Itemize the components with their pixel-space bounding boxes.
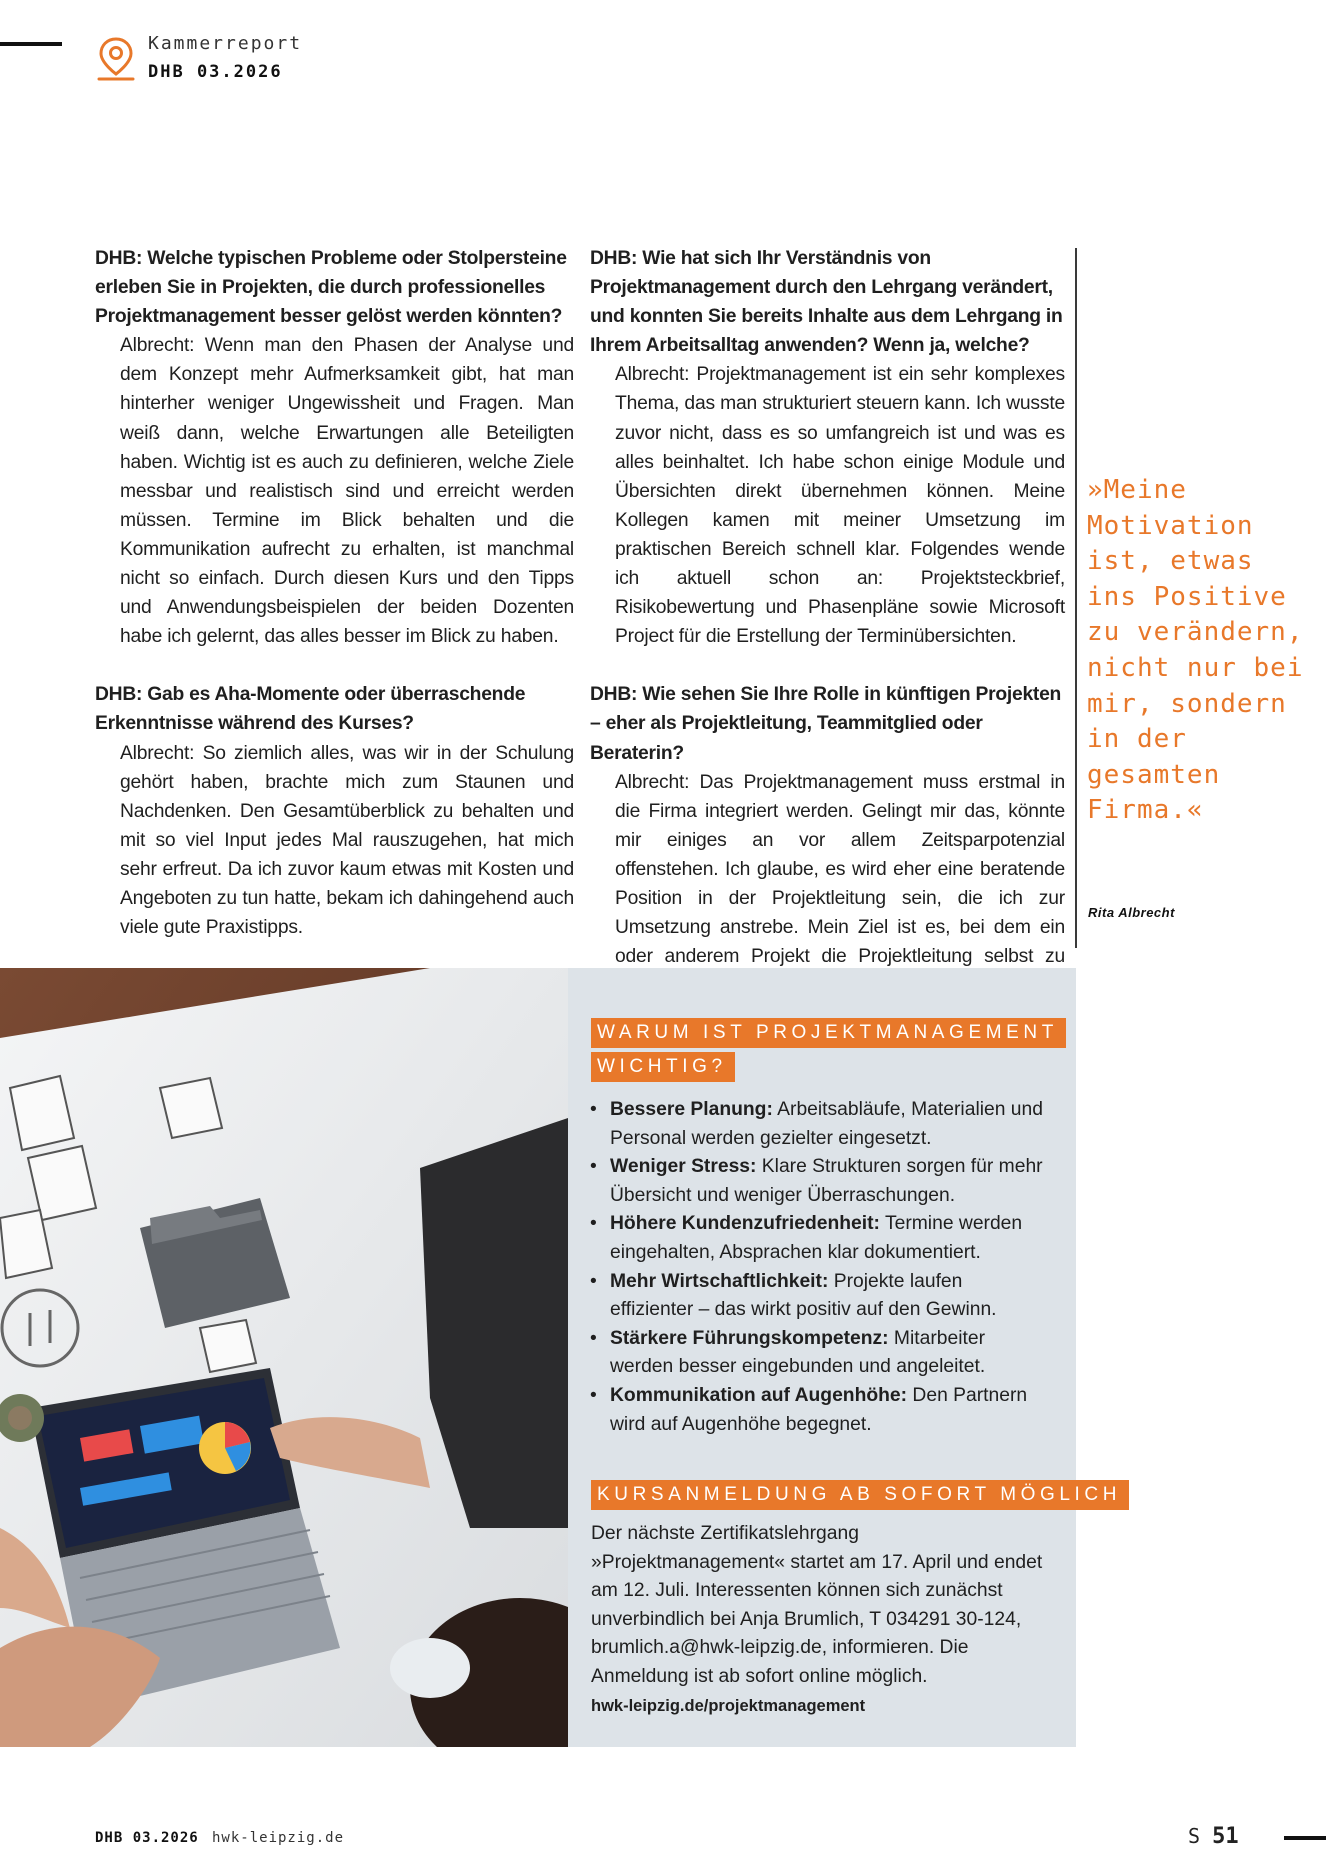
page-prefix: S [1188,1824,1201,1848]
list-item-term: Weniger Stress: [610,1156,757,1178]
list-item-term: Kommunikation auf Augenhöhe: [610,1384,908,1406]
footer-rule [1284,1836,1326,1840]
list-item-term: Mehr Wirtschaftlichkeit: [610,1270,829,1292]
pull-quote: »Meine Motivation ist, etwas ins Positive zu verändern, nicht nur bei mir, sondern in der gesamten Firma.« [1087,475,1304,826]
list-item-text: Den Partnern wird auf Augenhöhe begegnet. [610,1384,1028,1435]
registration-block [591,1520,1051,1720]
pull-quote-author: Rita Albrecht [1088,905,1175,920]
location-pin-icon [96,36,136,82]
page-number [1188,1824,1239,1849]
registration-heading: KURSANMELDUNG AB SOFORT MÖGLICH [591,1480,1129,1510]
interview-answer: Albrecht: Wenn man den Phasen der Analyse und dem Konzept mehr Aufmerksamkeit gibt, hat man hinterher weniger Ungewissheit und Fragen. Man weiß dann, welche Erwartungen alle Beteiligten haben. Wichtig ist es auch zu definieren, welche Ziele messbar und realistisch sind und erreicht werden müssen. Termine im Blick behalten und die Kommunikation aufrecht zu erhalten, ist manchmal nicht so einfach. Durch diesen Kurs und den Tipps und Anwendungsbeispielen der beiden Dozenten habe ich gelernt, das alles besser im Blick zu haben. [120,335,574,648]
interview-question: DHB: Wie hat sich Ihr Verständnis von Projektmanagement durch den Lehrgang verändert, und konnten Sie bereits Inhalte aus dem Lehrgang in Ihrem Arbeitsalltag anwenden? Wenn ja, welche? [590,248,1063,357]
header-rule [0,42,62,46]
benefits-list [590,1096,1050,1439]
list-item [590,1268,1050,1325]
photo-laptop-planning [0,968,568,1747]
list-item [590,1210,1050,1267]
column-right [590,244,1065,1000]
list-item-term: Bessere Planung: [610,1099,773,1120]
section-title: Kammerreport [148,33,303,54]
interview-answer: Albrecht: Das Projektmanagement muss erstmal in die Firma integriert werden. Gelingt mir das, könnte mir einiges an vor allem Zeitsparpotenzial offenstehen. Ich glaube, es wird eher eine beratende Position in der Projektleitung sein, die ich zur Umsetzung anstrebe. Mein Ziel ist es, bei dem ein oder anderem Projekt die Projektleitung selbst zu [615,771,1065,968]
list-item-text: Arbeitsabläufe, Materialien und Personal werden gezielter eingesetzt. [610,1099,1043,1149]
list-item [590,1153,1050,1210]
interview-question: DHB: Welche typischen Probleme oder Stolpersteine erleben Sie in Projekten, die durch professionelles Projektmanagement besser gelöst werden könnten? [95,248,567,328]
interview-answer: Albrecht: So ziemlich alles, was wir in der Schulung gehört haben, brachte mich zum Staunen und Nachdenken. Den Gesamtüberblick zu behalten und mit so viel Input jedes Mal rauszugehen, hat mich sehr erfreut. Da ich zuvor kaum etwas mit Kosten und Angeboten zu tun hatte, bekam ich dahingehend auch viele gute Praxistipps. [120,742,574,939]
footer-issue: DHB 03.2026 [95,1830,199,1846]
list-item [590,1382,1050,1439]
list-item-text: Projekte laufen effizienter – das wirkt positiv auf den Gewinn. [610,1270,997,1321]
interview-question: DHB: Wie sehen Sie Ihre Rolle in künftigen Projekten – eher als Projektleitung, Teammitglied oder Beraterin? [590,684,1062,764]
page-number-value: 51 [1212,1824,1239,1849]
list-item-text: Termine werden eingehalten, Absprachen klar dokumentiert. [610,1213,1023,1263]
interview-answer: Albrecht: Projektmanagement ist ein sehr komplexes Thema, das man strukturiert steuern kann. Ich wusste zuvor nicht, dass es so umfangreich ist und was es alles beinhaltet. Ich habe schon einige Module und Übersichten direkt übernehmen können. Meine Kollegen kamen mit meiner Umsetzung im praktischen Bereich schnell klar. Folgendes wende ich aktuell schon an: Projektsteckbrief, Risikobewertung und Phasenpläne sowie Microsoft Project für die Erstellung der Terminübersichten. [615,364,1065,648]
registration-text: Der nächste Zertifikatslehrgang »Projektmanagement« startet am 17. April und endet am 12. Juli. Interessenten können sich zunächst unverbindlich bei Anja Brumlich, T 034291 30-124, brumlich.a@hwk-leipzig.de, informieren. Die Anmeldung ist ab sofort online möglich. [591,1523,1043,1687]
registration-link[interactable]: hwk-leipzig.de/projektmanagement [591,1696,866,1715]
list-item [590,1325,1050,1382]
interview-question: DHB: Gab es Aha-Momente oder überraschende Erkenntnisse während des Kurses? [95,684,526,735]
list-item-term: Stärkere Führungskompetenz: [610,1327,889,1349]
info-box-heading: WARUM IST PROJEKTMANAGEMENT [591,1018,1066,1048]
info-box-heading-continued: WICHTIG? [591,1052,735,1082]
column-left [95,244,574,942]
column-divider [1075,248,1077,948]
issue-label: DHB 03.2026 [148,62,283,82]
list-item [590,1096,1050,1153]
list-item-text: Mitarbeiter werden besser eingebunden und angeleitet. [610,1327,986,1378]
list-item-text: Klare Strukturen sorgen für mehr Übersicht und weniger Überraschungen. [610,1156,1043,1206]
footer-website[interactable]: hwk-leipzig.de [212,1830,345,1846]
list-item-term: Höhere Kundenzufriedenheit: [610,1213,880,1235]
